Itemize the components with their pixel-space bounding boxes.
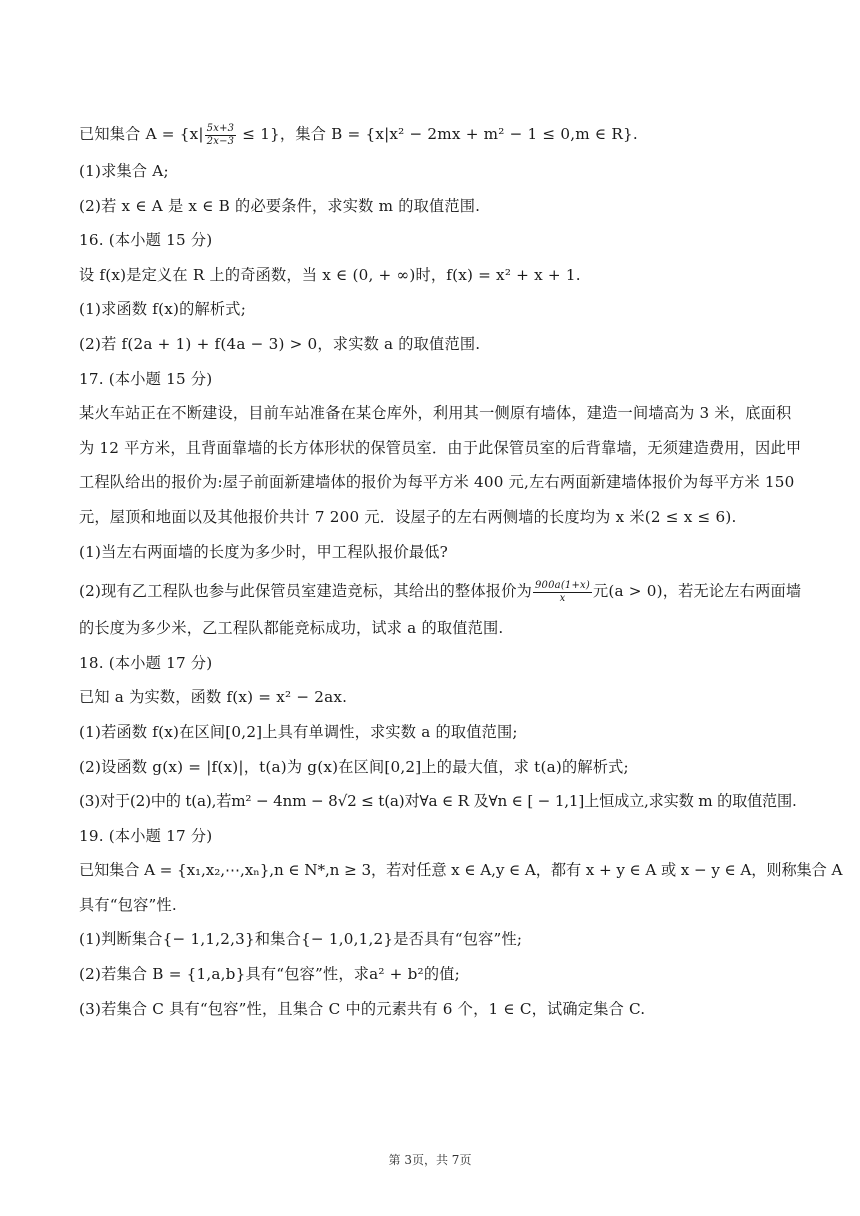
- problem16-question1: (1)求函数 f(x)的解析式;: [79, 300, 247, 319]
- problem19-header: 19. (本小题 17 分): [79, 826, 213, 845]
- problem17-fraction-denominator: x: [559, 592, 566, 604]
- problem16-stem: 设 f(x)是定义在 R 上的奇函数，当 x ∈ (0, + ∞)时，f(x) = x² + x + 1.: [79, 265, 581, 284]
- problem16-question2: (2)若 f(2a + 1) + f(4a − 3) > 0，求实数 a 的取值范围.: [79, 334, 481, 353]
- problem17-stem-line4: 元，屋顶和地面以及其他报价共计 7 200 元．设屋子的左右两侧墙的长度均为 x 米(2 ≤ x ≤ 6).: [79, 507, 737, 526]
- problem19-question2: (2)若集合 B = {1,a,b}具有“包容”性，求a² + b²的值;: [79, 965, 460, 984]
- problem16-header: 16. (本小题 15 分): [79, 231, 213, 250]
- problem18-header: 18. (本小题 17 分): [79, 653, 213, 672]
- problem18-stem: 已知 a 为实数，函数 f(x) = x² − 2ax.: [79, 688, 348, 707]
- problem17-question2: [79, 569, 802, 611]
- problem19-stem-line2: 具有“包容”性.: [79, 895, 177, 914]
- problem15-fraction-numerator: 5x+3: [206, 122, 235, 134]
- problem17-stem-line3: 工程队给出的报价为:屋子前面新建墙体的报价为每平方米 400 元,左右两面新建墙体报价为每平方米 150: [79, 473, 795, 492]
- problem19-question3: (3)若集合 C 具有“包容”性，且集合 C 中的元素共有 6 个，1 ∈ C，试确定集合 C.: [79, 999, 646, 1018]
- problem17-stem-line2: 为 12 平方米，且背面靠墙的长方体形状的保管员室．由于此保管员室的后背靠墙，无须建造费用，因此甲: [79, 438, 802, 457]
- problem15-stem: [79, 112, 789, 154]
- page-footer: 第 3页，共 7页: [388, 1153, 472, 1167]
- problem15-stem-part2: ≤ 1}，集合 B = {x|x² − 2mx + m² − 1 ≤ 0,m ∈ R}.: [237, 125, 638, 143]
- problem15-stem-part1: 已知集合 A = {x|: [79, 125, 204, 143]
- problem17-stem-line1: 某火车站正在不断建设，目前车站准备在某仓库外，利用其一侧原有墙体，建造一间墙高为 3 米，底面积: [79, 404, 792, 423]
- problem15-fraction-denominator: 2x−3: [206, 135, 235, 147]
- problem18-question2: (2)设函数 g(x) = |f(x)|，t(a)为 g(x)在区间[0,2]上的最大值，求 t(a)的解析式;: [79, 757, 629, 776]
- problem17-header: 17. (本小题 15 分): [79, 369, 213, 388]
- exam-content: [79, 112, 843, 1026]
- problem18-question1: (1)若函数 f(x)在区间[0,2]上具有单调性，求实数 a 的取值范围;: [79, 722, 518, 741]
- problem15-fraction: [205, 123, 237, 148]
- problem15-question2: (2)若 x ∈ A 是 x ∈ B 的必要条件，求实数 m 的取值范围.: [79, 196, 481, 215]
- problem17-fraction: [533, 580, 592, 605]
- problem17-fraction-numerator: 900a(1+x): [534, 579, 591, 591]
- problem18-question3: (3)对于(2)中的 t(a),若m² − 4nm − 8√2 ≤ t(a)对∀a ∈ R 及∀n ∈ [ − 1,1]上恒成立,求实数 m 的取值范围.: [79, 792, 797, 811]
- problem17-question2-part1: (2)现有乙工程队也参与此保管员室建造竞标，其给出的整体报价为: [79, 582, 532, 601]
- problem19-question1: (1)判断集合{− 1,1,2,3}和集合{− 1,0,1,2}是否具有“包容”性;: [79, 930, 523, 949]
- problem17-question2-line2: 的长度为多少米，乙工程队都能竞标成功，试求 a 的取值范围.: [79, 619, 504, 638]
- problem19-stem-line1: 已知集合 A = {x₁,x₂,⋯,xₙ},n ∈ N*,n ≥ 3，若对任意 x ∈ A,y ∈ A，都有 x + y ∈ A 或 x − y ∈ A，则称集合 A: [79, 861, 843, 880]
- problem15-question1: (1)求集合 A;: [79, 162, 169, 180]
- problem17-question1: (1)当左右两面墙的长度为多少时，甲工程队报价最低?: [79, 542, 448, 561]
- problem17-question2-part2: 元(a > 0)，若无论左右两面墙: [593, 582, 802, 601]
